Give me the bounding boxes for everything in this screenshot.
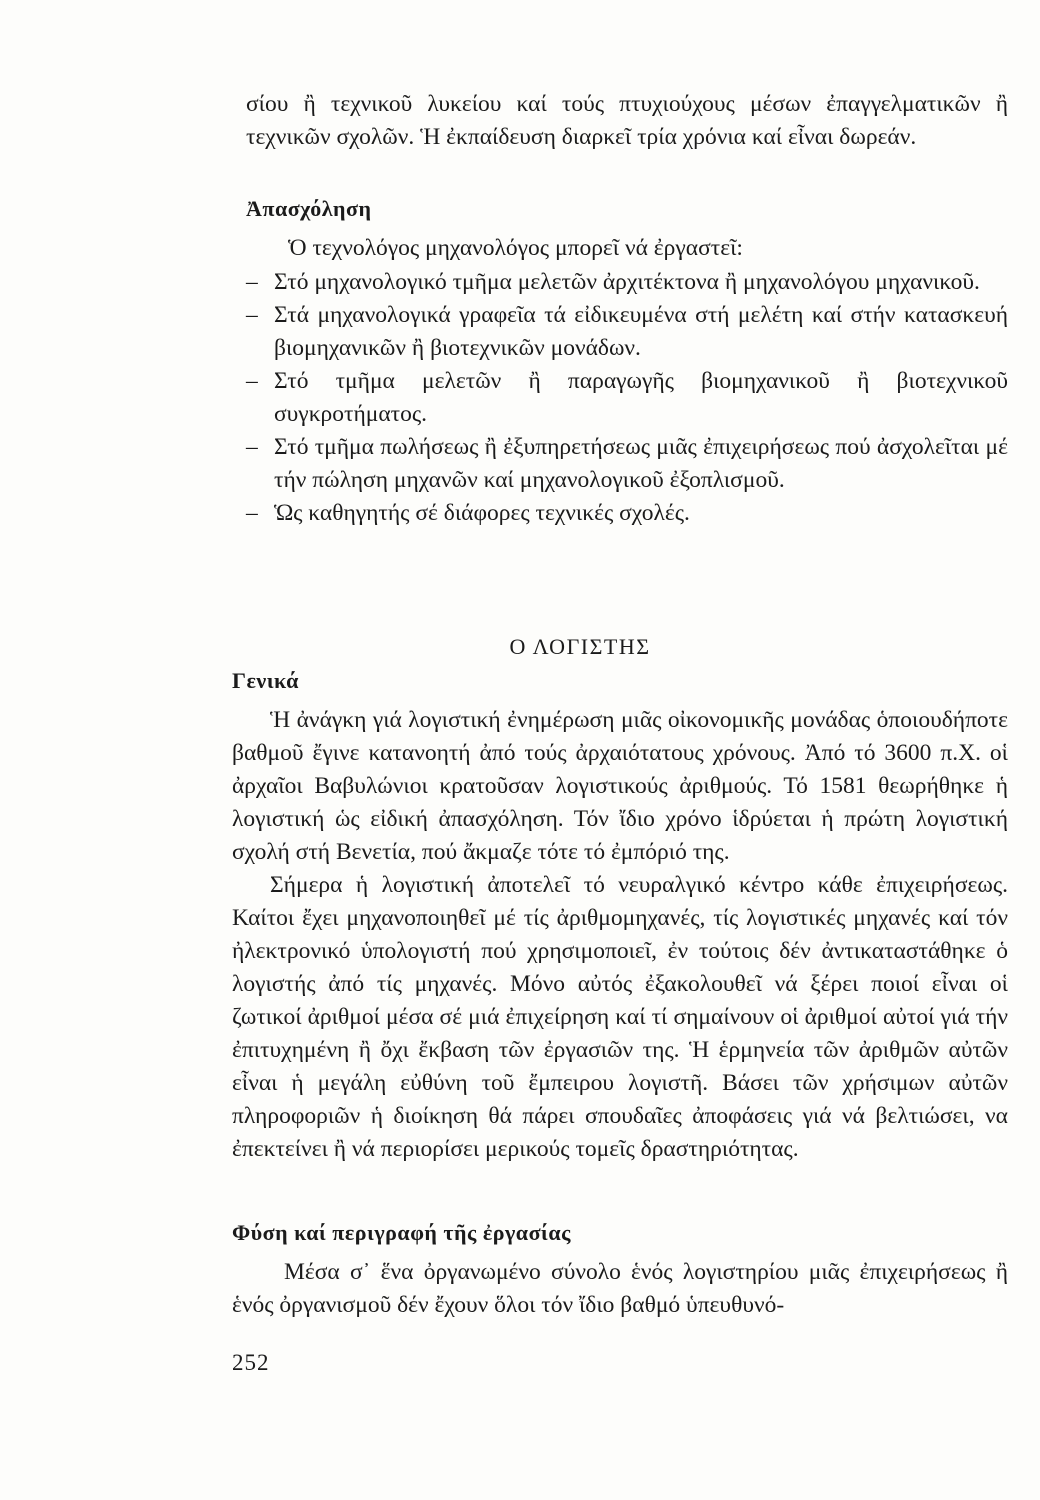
nature-body	[232, 1256, 1008, 1322]
intro-text: σίου ἢ τεχνικοῦ λυκείου καί τούς πτυχιούχους μέσων ἐπαγγελματικῶν ἢ τεχνικῶν σχολῶν. Ἡ ἐκπαίδευση διαρκεῖ τρία χρόνια καί εἶναι δωρεάν.	[246, 91, 1008, 150]
list-item-text: Στό τμῆμα πωλήσεως ἢ ἐξυπηρετήσεως μιᾶς ἐπιχειρήσεως πού ἀσχολεῖται μέ τήν πώληση μηχανῶν καί μηχανολογικοῦ ἐξοπλισμοῦ.	[274, 434, 1008, 493]
employment-lead: Ὁ τεχνολόγος μηχανολόγος μπορεῖ νά ἐργαστεῖ:	[288, 235, 743, 261]
body-paragraph: Μέσα σ᾿ ἕνα ὀργανωμένο σύνολο ἑνός λογιστηρίου μιᾶς ἐπιχειρήσεως ἢ ἑνός ὀργανισμοῦ δέν ἔχουν ὅλοι τόν ἴδιο βαθμό ὑπευθυνό-	[232, 1259, 1008, 1318]
dash-marker: –	[246, 269, 258, 295]
list-item	[246, 299, 1008, 365]
section-title: Ο ΛΟΓΙΣΤΗΣ	[509, 634, 651, 659]
general-body	[232, 704, 1008, 1166]
list-item	[246, 497, 1008, 530]
list-item-text: Στά μηχανολογικά γραφεῖα τά εἰδικευμένα στή μελέτη καί στήν κατασκευή βιομηχανικῶν ἢ βιοτεχνικῶν μονάδων.	[274, 302, 1008, 361]
employment-list	[246, 266, 1008, 530]
dash-marker: –	[246, 302, 258, 328]
list-item-text: Στό τμῆμα μελετῶν ἢ παραγωγῆς βιομηχανικοῦ ἢ βιοτεχνικοῦ συγκροτήματος.	[274, 368, 1008, 427]
nature-heading: Φύση καί περιγραφή τῆς ἐργασίας	[232, 1220, 571, 1245]
intro-paragraph	[246, 88, 1008, 154]
list-item	[246, 431, 1008, 497]
body-paragraph: Ἡ ἀνάγκη γιά λογιστική ἐνημέρωση μιᾶς οἰκονομικῆς μονάδας ὁποιουδήποτε βαθμοῦ ἔγινε κατανοητή ἀπό τούς ἀρχαιότατους χρόνους. Ἀπό τό 3600 π.Χ. οἱ ἀρχαῖοι Βαβυλώνιοι κρατοῦσαν λογιστικούς ἀριθμούς. Τό 1581 θεωρήθηκε ἡ λογιστική ὡς εἰδική ἀπασχόληση. Τόν ἴδιο χρόνο ἱδρύεται ἡ πρώτη λογιστική σχολή στή Βενετία, πού ἄκμαζε τότε τό ἐμπόριό της.	[232, 707, 1008, 865]
dash-marker: –	[246, 368, 258, 394]
dash-marker: –	[246, 500, 258, 526]
list-item	[246, 365, 1008, 431]
page-number: 252	[232, 1350, 270, 1375]
employment-heading: Ἀπασχόληση	[246, 196, 372, 221]
general-heading: Γενικά	[232, 668, 299, 693]
list-item-text: Στό μηχανολογικό τμῆμα μελετῶν ἀρχιτέκτονα ἢ μηχανολόγου μηχανικοῦ.	[274, 269, 980, 295]
list-item-text: Ὡς καθηγητής σέ διάφορες τεχνικές σχολές.	[274, 500, 690, 526]
list-item	[246, 266, 1008, 299]
body-paragraph: Σήμερα ἡ λογιστική ἀποτελεῖ τό νευραλγικό κέντρο κάθε ἐπιχειρήσεως. Καίτοι ἔχει μηχανοποιηθεῖ μέ τίς ἀριθμομηχανές, τίς λογιστικές μηχανές καί τόν ἠλεκτρονικό ὑπολογιστή πού χρησιμοποιεῖ, ἐν τούτοις δέν ἀντικαταστάθηκε ὁ λογιστής ἀπό τίς μηχανές. Μόνο αὐτός ἐξακολουθεῖ νά ξέρει ποιοί εἶναι οἱ ζωτικοί ἀριθμοί μέσα σέ μιά ἐπιχείρηση καί τί σημαίνουν οἱ ἀριθμοί αὐτοί γιά τήν ἐπιτυχημένη ἢ ὄχι ἔκβαση τῶν ἐργασιῶν της. Ἡ ἑρμηνεία τῶν ἀριθμῶν αὐτῶν εἶναι ἡ μεγάλη εὐθύνη τοῦ ἔμπειρου λογιστῆ. Βάσει τῶν χρήσιμων αὐτῶν πληροφοριῶν ἡ διοίκηση θά πάρει σπουδαῖες ἀποφάσεις γιά νά βελτιώσει, να ἐπεκτείνει ἢ νά περιορίσει μερικούς τομεῖς δραστηριότητας.	[232, 872, 1008, 1162]
dash-marker: –	[246, 434, 258, 460]
